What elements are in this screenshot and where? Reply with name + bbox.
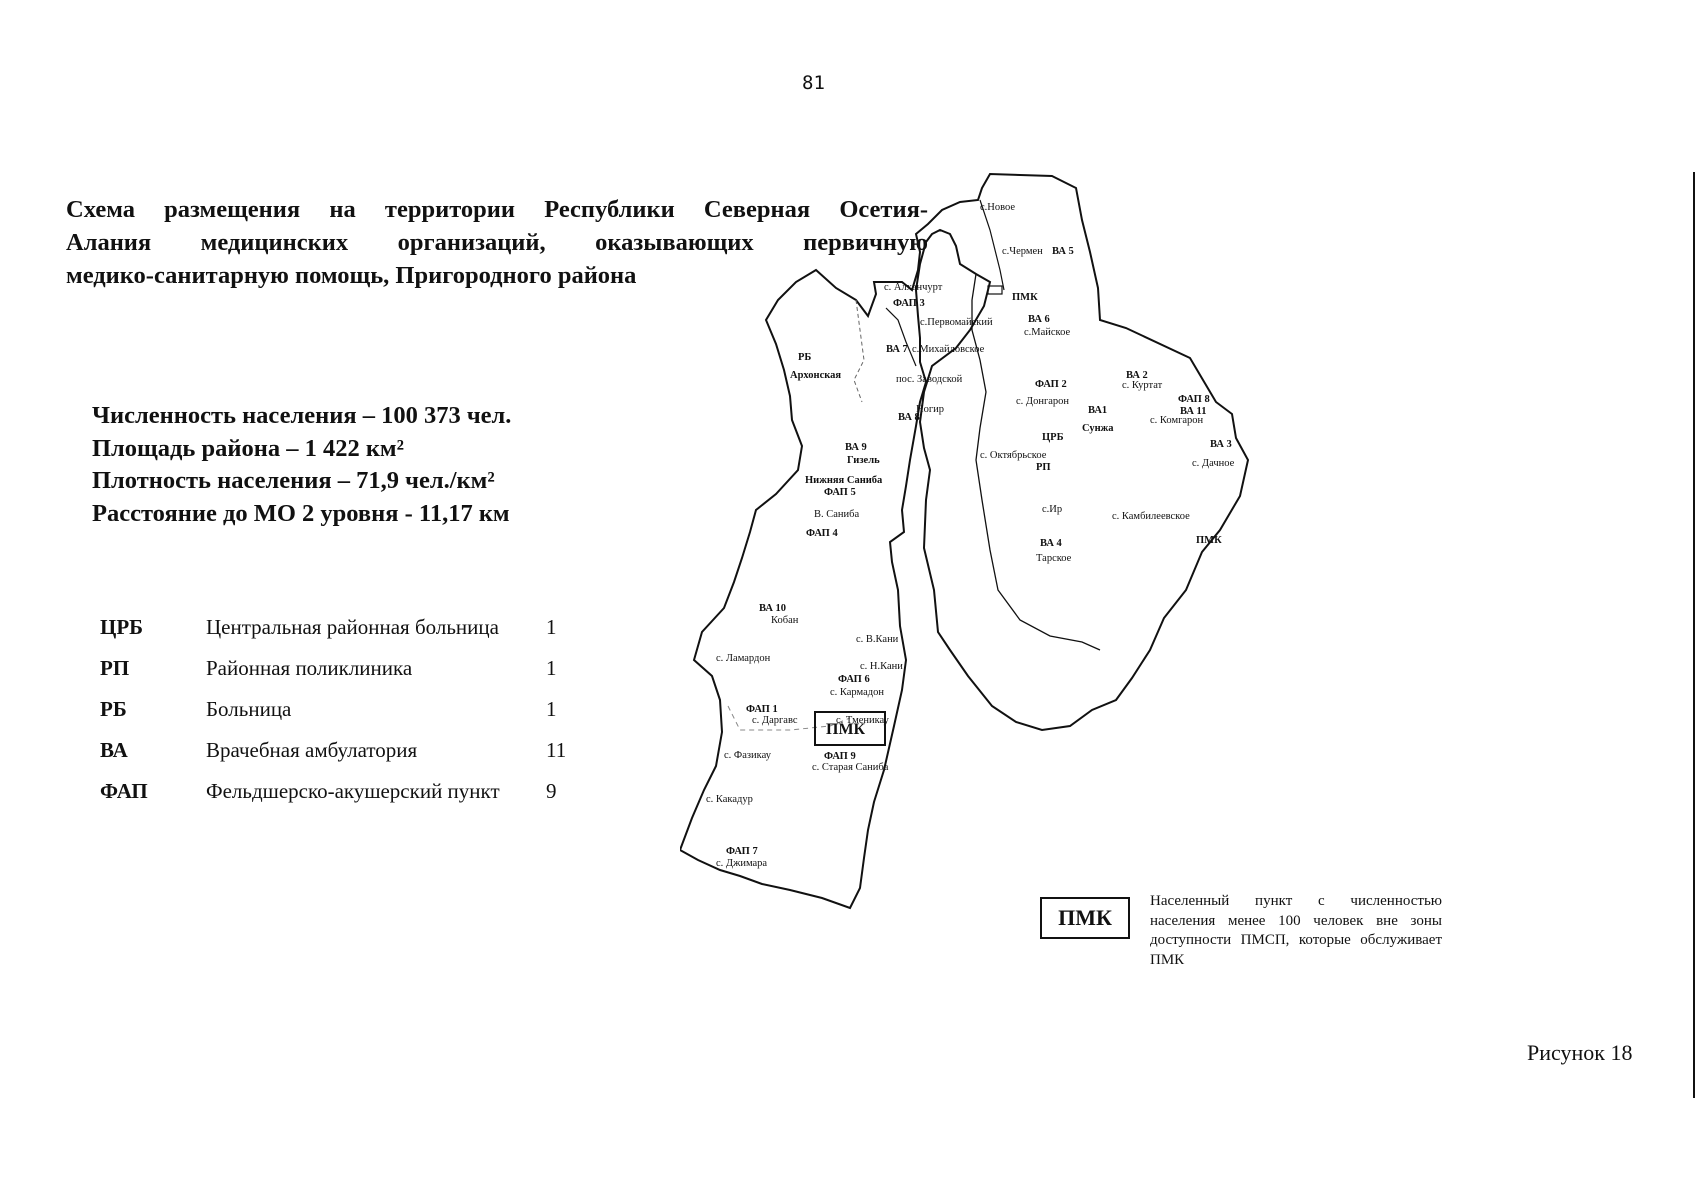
map-label: с. Фазикау (724, 750, 771, 761)
district-stats (92, 400, 511, 530)
settlement-marker (988, 286, 1002, 294)
map-label: ПМК (1012, 292, 1038, 303)
district-map (680, 170, 1360, 1000)
map-label: с. В.Кани (856, 634, 899, 645)
legend-count: 1 (546, 697, 557, 721)
district-boundary (680, 174, 1248, 908)
legend-count: 1 (546, 656, 557, 680)
map-label: ВА 5 (1052, 246, 1074, 257)
map-label: ВА 11 (1180, 406, 1207, 417)
map-label: ПМК (1196, 535, 1222, 546)
map-label: РБ (798, 352, 812, 363)
legend-abbr: РП (100, 656, 130, 680)
legend-count: 11 (546, 738, 567, 762)
legend-abbr: ВА (100, 738, 128, 762)
map-label: Гизель (847, 455, 880, 466)
map-label: ФАП 7 (726, 846, 758, 857)
map-label: ВА 9 (845, 442, 867, 453)
legend-row (100, 695, 580, 723)
map-label: с.Первомайский (920, 317, 993, 328)
map-label: ВА 3 (1210, 439, 1232, 450)
map-label: ФАП 8 (1178, 394, 1210, 405)
map-label: Тарское (1036, 553, 1072, 564)
legend-row (100, 736, 580, 764)
legend-desc: Больница (206, 697, 292, 721)
map-label: ВА 7 (886, 344, 908, 355)
map-label: ФАП 2 (1035, 379, 1067, 390)
map-label: с.Новое (980, 202, 1016, 213)
map-label: ФАП 5 (824, 487, 856, 498)
map-label: с. Н.Кани (860, 661, 903, 672)
map-label: с. Куртат (1122, 380, 1163, 391)
map-label: РП (1036, 462, 1051, 473)
map-label: Архонская (790, 370, 842, 381)
page-edge-line (1693, 172, 1695, 1098)
title-line-2: Алания медицинских организаций, оказывающих первичную (66, 229, 928, 256)
map-label: ВА 4 (1040, 538, 1062, 549)
stat-population: Численность населения – 100 373 чел. (92, 402, 512, 429)
map-label: ФАП 6 (838, 674, 870, 685)
legend-desc: Фельдшерско-акушерский пункт (206, 779, 500, 803)
map-label: с. Камбилеевское (1112, 511, 1190, 522)
map-label: с.Михайловское (912, 344, 985, 355)
map-label: пос. Заводской (896, 374, 963, 385)
internal-boundary (854, 300, 864, 402)
title-line-3: медико-санитарную помощь, Пригородного района (66, 262, 637, 289)
map-label: ФАП 3 (893, 298, 925, 309)
map-label: с.Чермен (1002, 246, 1043, 257)
stat-density: Плотность населения – 71,9 чел./км² (92, 467, 495, 494)
legend-desc: Центральная районная больница (206, 615, 499, 639)
map-label: ВА 2 (1126, 370, 1148, 381)
map-label: Кобан (771, 615, 799, 626)
map-label: ВА 8 (898, 412, 920, 423)
map-label: ВА 10 (759, 603, 787, 614)
legend-abbr: ФАП (100, 779, 148, 803)
map-label: с. Октябрьское (980, 450, 1047, 461)
map-label: ПМК (826, 721, 866, 738)
stat-area: Площадь района – 1 422 км² (92, 434, 404, 462)
map-label: с. Кармадон (830, 687, 884, 698)
map-label: ЦРБ (1042, 432, 1064, 443)
map-label: с. Алханчурт (884, 282, 943, 293)
legend-abbr: РБ (100, 697, 127, 721)
title-line-1: Схема размещения на территории Республики Северная Осетия- (66, 196, 928, 223)
map-label: Сунжа (1082, 423, 1114, 434)
internal-boundary (886, 308, 916, 366)
legend-count: 9 (546, 779, 557, 803)
map-label: ВА1 (1088, 405, 1108, 416)
page-number: 81 (802, 72, 825, 94)
map-label: В. Саниба (814, 509, 860, 520)
map-label: с. Джимара (716, 858, 768, 869)
legend-row (100, 777, 580, 805)
pmk-legend-box: ПМК (1040, 897, 1130, 939)
map-label: ВА 6 (1028, 314, 1050, 325)
map-label: с. Даргавс (752, 715, 798, 726)
internal-boundary (980, 200, 1004, 290)
map-label: с. Какадур (706, 794, 753, 805)
map-label: с. Дачное (1192, 458, 1235, 469)
map-label: с. Комгарон (1150, 415, 1204, 426)
facility-legend (100, 613, 580, 818)
map-label: с.Ир (1042, 504, 1063, 515)
map-label: ФАП 1 (746, 704, 778, 715)
legend-desc: Врачебная амбулатория (206, 738, 418, 762)
map-label: с. Донгарон (1016, 396, 1070, 407)
legend-desc: Районная поликлиника (206, 656, 413, 680)
pmk-legend-note: Населенный пункт с численностью населения менее 100 человек вне зоны доступности ПМСП, которые обслуживает ПМК (1150, 893, 1442, 968)
legend-count: 1 (546, 615, 557, 639)
map-label: ФАП 4 (806, 528, 838, 539)
map-label: с.Майское (1024, 327, 1071, 338)
stat-distance: Расстояние до МО 2 уровня - 11,17 км (92, 499, 510, 527)
map-label: Ногир (916, 404, 945, 415)
map-label: с. Ламардон (716, 653, 771, 664)
map-label: ФАП 9 (824, 751, 856, 762)
map-label: Нижняя Саниба (805, 475, 883, 486)
legend-abbr: ЦРБ (100, 615, 144, 639)
legend-row (100, 613, 580, 641)
map-label: с. Тменикау (836, 715, 889, 726)
map-label: с. Старая Саниба (812, 762, 889, 773)
figure-label: Рисунок 18 (1527, 1040, 1633, 1065)
legend-row (100, 654, 580, 682)
